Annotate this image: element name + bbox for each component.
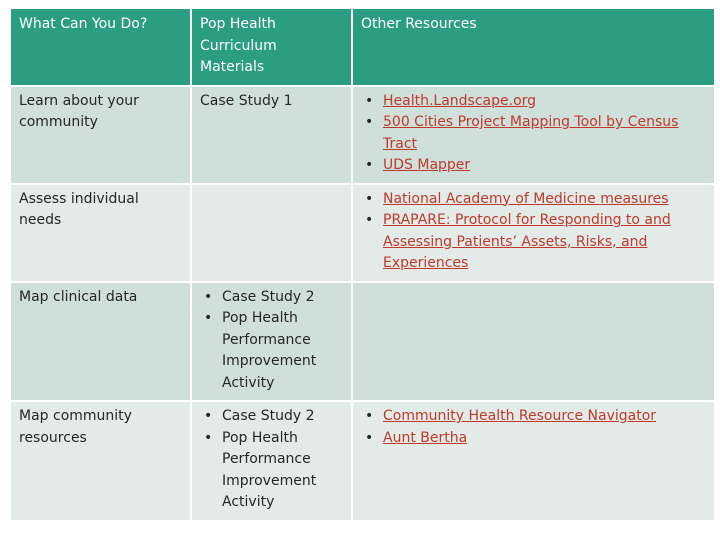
resources-cell bbox=[353, 185, 714, 283]
list-item bbox=[361, 428, 706, 450]
list-item bbox=[361, 189, 706, 211]
action-cell: Assess individual needs bbox=[11, 185, 192, 283]
header-what-can-you-do: What Can You Do? bbox=[11, 9, 192, 87]
action-cell: Learn about your community bbox=[11, 87, 192, 185]
prapare-link[interactable]: PRAPARE: Protocol for Responding to and Assessing Patients’ Assets, Risks, and Experiences bbox=[383, 212, 671, 271]
500-cities-mapping-tool-link[interactable]: 500 Cities Project Mapping Tool by Census Tract bbox=[383, 114, 679, 152]
list-item: • Pop Health Performance Improvement Activity bbox=[200, 308, 343, 394]
curriculum-cell bbox=[192, 402, 353, 522]
list-item bbox=[361, 155, 706, 177]
list-item: • Case Study 2 bbox=[200, 287, 343, 309]
resources-table bbox=[11, 9, 714, 522]
list-item bbox=[361, 91, 706, 113]
list-item: • Case Study 2 bbox=[200, 406, 343, 428]
uds-mapper-link[interactable]: UDS Mapper bbox=[383, 157, 471, 173]
list-item bbox=[361, 112, 706, 155]
table-row bbox=[11, 283, 714, 403]
list-item bbox=[361, 210, 706, 275]
curriculum-list bbox=[200, 406, 343, 514]
table-row bbox=[11, 87, 714, 185]
nam-measures-link[interactable]: National Academy of Medicine measures bbox=[383, 190, 669, 207]
community-health-resource-navigator-link[interactable]: Community Health Resource Navigator bbox=[383, 408, 657, 424]
header-curriculum-materials: Pop Health Curriculum Materials bbox=[192, 9, 353, 87]
list-item: • Pop Health Performance Improvement Activity bbox=[200, 428, 343, 514]
table-row bbox=[11, 402, 714, 522]
curriculum-cell bbox=[192, 185, 353, 283]
resources-cell bbox=[353, 283, 714, 403]
table-row bbox=[11, 185, 714, 283]
aunt-bertha-link[interactable]: Aunt Bertha bbox=[383, 429, 468, 446]
health-landscape-link[interactable]: Health.Landscape.org bbox=[383, 92, 537, 109]
resources-list bbox=[361, 91, 706, 177]
curriculum-cell bbox=[192, 283, 353, 403]
resources-list bbox=[361, 406, 706, 449]
action-cell: Map clinical data bbox=[11, 283, 192, 403]
resources-list bbox=[361, 189, 706, 275]
curriculum-list bbox=[200, 287, 343, 395]
curriculum-cell: Case Study 1 bbox=[192, 87, 353, 185]
action-cell: Map community resources bbox=[11, 402, 192, 522]
resources-cell bbox=[353, 87, 714, 185]
header-other-resources: Other Resources bbox=[353, 9, 714, 87]
header-row bbox=[11, 9, 714, 87]
list-item bbox=[361, 406, 706, 428]
resources-cell bbox=[353, 402, 714, 522]
